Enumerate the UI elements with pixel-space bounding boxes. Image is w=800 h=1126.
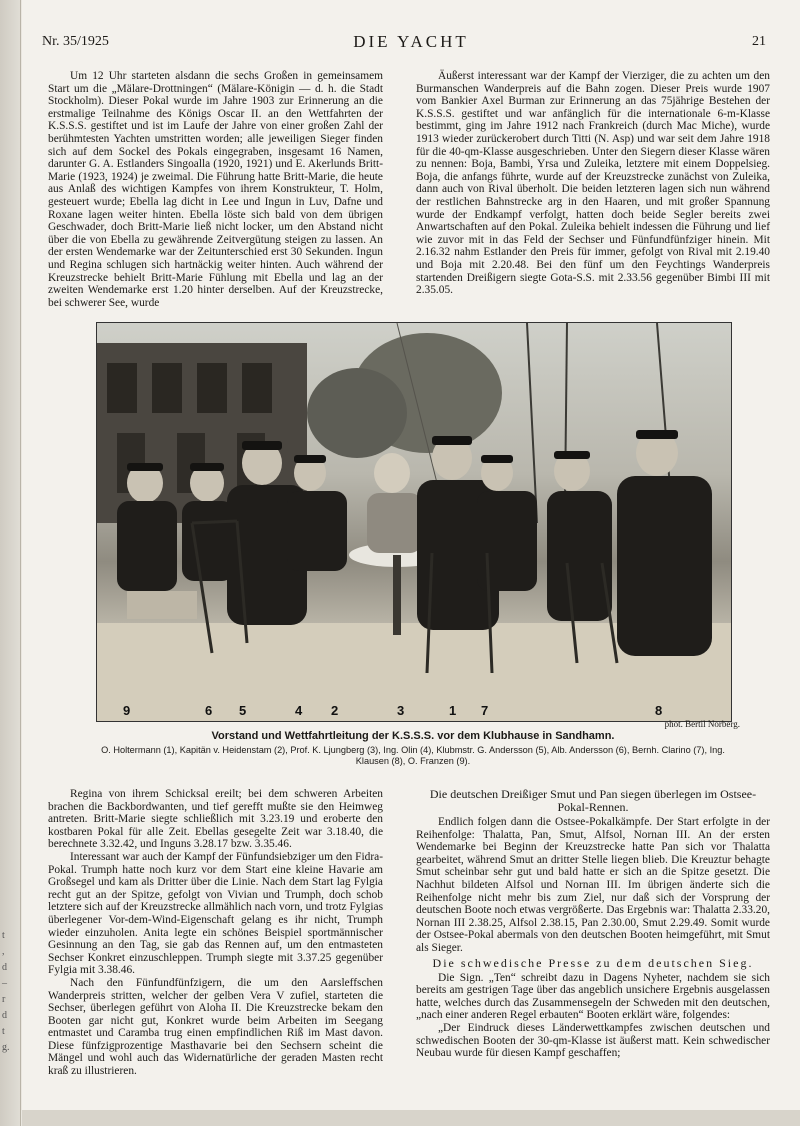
margin-glyph: t bbox=[2, 1026, 5, 1037]
binding-edge bbox=[0, 0, 21, 1126]
figure-number-label: 9 bbox=[123, 703, 131, 718]
photo-caption-title: Vorstand und Wettfahrtleitung der K.S.S.S. vor dem Klubhause in Sandhamn. bbox=[211, 730, 615, 742]
section-heading: Die schwedische Presse zu dem deutschen Sieg. bbox=[432, 955, 754, 970]
quote-paragraph: „Der Eindruck dieses Länderwettkampfes zwischen deutschen und schwedischen Booten der 30-qm-Klasse ist äußerst matt. Kein schwedischer Neubau wurde für diesen Kampf geschaffen; bbox=[416, 1021, 770, 1060]
photo-caption-names: O. Holtermann (1), Kapitän v. Heidenstam (2), Prof. K. Ljungberg (3), Ing. Olin (4), Klubmstr. G. Andersson (5), Alb. Andersson (6), Bernh. Clarino (7), Ing. Klausen (8), O. Franzen (9). bbox=[101, 745, 725, 766]
paragraph: Regina von ihrem Schicksal ereilt; bei dem schweren Arbeiten brachen die Backbordwanten, und tief gerefft mußte sie den Heimweg antreten. Britt-Marie siegte schließlich mit 3.23.19 und eroberte den kostbaren Pokal für alle Zeit. Ebellas gesegelte Zeit war 3.18.40, die berechnete 3.32.42, und Inguns 3.28.17 bzw. 3.35.46. bbox=[48, 788, 383, 851]
margin-glyph: g. bbox=[2, 1042, 10, 1053]
column-top-left bbox=[48, 70, 383, 309]
column-bottom-right bbox=[416, 788, 770, 1060]
figure-number-label: 7 bbox=[481, 703, 489, 718]
page-number: 21 bbox=[752, 34, 766, 49]
column-top-right bbox=[416, 70, 770, 297]
page-bottom-edge bbox=[22, 1110, 800, 1126]
paragraph: Endlich folgen dann die Ostsee-Pokalkämpfe. Der Start erfolgte in der Reihenfolge: Thalatta, Pan, Smut, Alfsol, Nornan III. An der ersten Wendemarke bei Beginn der Kreuzstrecke hatte Pan sich vor Thalatta gearbeitet, während Smut an dritter Stelle liegen blieb. Die Kreuztur behagte Smut scheinbar sehr gut und bald hatte er sich an die Spitze gesetzt. Die Nachhut bildeten Alfsol und Nornan III. Im übrigen änderte sich die Reihenfolge nicht mehr bis zum Ziel, nur daß sich der Vorsprung der deutschen Boote noch etwas vergrößerte. Das Ergebnis war: Thalatta 2.33.20, Nornan III 2.38.25, Alfsol 2.38.15, Pan 2.30.00, Smut 2.29.49. Somit wurde der Ostsee-Pokal abermals von den deutschen Booten heimgeführt, mit Smut als Sieger. bbox=[416, 816, 770, 954]
margin-glyph: r bbox=[2, 994, 6, 1005]
page-header bbox=[42, 34, 780, 56]
margin-glyph: d bbox=[2, 962, 7, 973]
figure-number-label: 8 bbox=[655, 703, 663, 718]
figure-number-label: 2 bbox=[331, 703, 339, 718]
paragraph: Nach den Fünfundfünfzigern, die um den Aarsleffschen Wanderpreis stritten, welcher der gelben Vera V zufiel, starteten die Sechser, überlegen geführt von Aloha II. Die Kreuzstrecke bekam den Booten gar nicht gut, Konkret wurde beim Arbeiten im Seegang entmastet und Caramba trug einen empfindlichen Riß im Mast davon. Diese fünfzigprozentige Masthavarie bei den Sechsern scheint die Mängel und wohl auch das Widernatürliche der geraden Masten recht kraß zu illustrieren. bbox=[48, 976, 383, 1078]
figure-number-label: 4 bbox=[295, 703, 303, 718]
figure-number-label: 6 bbox=[205, 703, 213, 718]
section-heading: Die deutschen Dreißiger Smut und Pan siegen überlegen im Ostsee-Pokal-Rennen. bbox=[429, 787, 757, 814]
paragraph: Um 12 Uhr starteten alsdann die sechs Großen in gemeinsamem Start um die „Mälare-Drottningen“ (Mälare-Königin — d. h. die Stadt Stockholm). Dieser Pokal wurde im Jahre 1903 zur Erinnerung an die erstmalige Teilnahme des Königs Oscar II. an den Wettfahrten der K.S.S.S. gestiftet und ist im Laufe der Jahre von einer großen Zahl der berühmtesten Yachten umstritten worden; alle jeweiligen Sieger finden sich auf dem Sockel des Pokals eingegraben, insgesamt 16 Namen, darunter G. A. Estlanders Singoalla (1920, 1921) und E. Akerlunds Britt-Marie (1923, 1924) je zweimal. Die Führung hatte Britt-Marie, die heute aus Anlaß des wichtigen Kampfes von ihrem Konstrukteur, T. Holm, gesteuert wurde; Ebella lag dicht in Lee und Ingun in Luv, Dafne und Roxane lagen weiter hinten. Ebella löste sich bald von dem übrigen Geschwader, doch Britt-Marie ließ nicht locker, um den Abstand nicht über die von Ebella zu gewährende Zeitvergütung steigen zu lassen. An der ersten Wendemarke war der Zeitunterschied erst 30 Sekunden. Ingun und Regina schlugen sich hartnäckig weiter hinten. Auch während der Kreuzstrecke behielt Britt-Marie Fühlung mit Ebella und lag an der zweiten Wendemarke erst 1.20 hinter derselben. Auf der Kreuzstrecke, bei schwerer See, wurde bbox=[48, 70, 383, 309]
figure-number-label: 5 bbox=[239, 703, 247, 718]
figure-number-label: 3 bbox=[397, 703, 405, 718]
margin-glyph: d bbox=[2, 1010, 7, 1021]
figure-number-labels bbox=[97, 323, 731, 721]
margin-glyphs bbox=[2, 930, 16, 1054]
group-photo bbox=[96, 322, 732, 722]
paragraph: Interessant war auch der Kampf der Fünfundsiebziger um den Fidra-Pokal. Trumph hatte noch kurz vor dem Start eine kleine Havarie am Großsegel und kam als Dritter über die Linie. Nach dem Start lag Fylgia recht gut an der Spitze, gefolgt von Vivian und Trumph, doch schob letztere sich auf der Kreuzstrecke allmählich nach vorn, und trotz Fylgias überlegener Vor-dem-Wind-Eigenschaft gelang es ihr nicht, Trumph wieder einzuholen. Anita legte ein schönes Beispiel sportmännischer Gesinnung an den Tag, sie gab das Rennen auf, um den entmasteten Sechser Konkret einzuschleppen. Trumph siegte mit 3.37.25 gegenüber Fylgia mit 3.38.46. bbox=[48, 850, 383, 977]
figure-number-label: 1 bbox=[449, 703, 457, 718]
magazine-title: DIE YACHT bbox=[353, 32, 469, 51]
margin-glyph: , bbox=[2, 946, 5, 957]
paragraph: Die Sign. „Ten“ schreibt dazu in Dagens Nyheter, nachdem sie sich bereits am gestrigen Tage über das angeblich unsichere Ergebnis ausgelassen hatte, welches durch das Zusammensegeln der Schweden mit den deutschen, „nach einer anderen Regel erbauten“ Booten erklärt wäre, folgendes: bbox=[416, 971, 770, 1022]
photo-credit: phot. Bertil Norberg. bbox=[664, 719, 740, 729]
margin-glyph: – bbox=[2, 978, 7, 989]
column-bottom-left bbox=[48, 788, 383, 1078]
paragraph: Äußerst interessant war der Kampf der Vierziger, die zu achten um den Burmanschen Wanderpreis auf die Bahn zogen. Dieser Preis wurde 1907 vom Bankier Axel Burman zur Erinnerung an das 75jährige Bestehen der K.S.S.S. gestiftet und war anfänglich für die internationale 6-m-Klasse bestimmt, ging im Jahre 1912 nach Frankreich (durch Mac Miche), wurde 1913 wieder zurückerobert durch Titti (N. Asp) und war seit dem Jahre 1918 für die 40-qm-Klasse ausgeschrieben. Unter den Siegern dieser Klasse wären zu nennen: Boja, Bambi, Yrsa und Zuleika, letztere mit einem Doppelsieg. Boja, die anfangs führte, wurde auf der Kreuzstrecke zunächst von Zuleika, dann auch von Rival überholt. Die beiden letzteren lagen sich nun während der restlichen Bahnstrecke arg in den Haaren, und mit großer Spannung wurde der Endkampf verfolgt, hatten doch beide Segler bereits zwei Anwartschaften auf den Pokal. Zuleika behielt indessen die Führung und lief wie zuvor mit in das Feld der Sechser und Fünfundfünfziger hinein. Mit 2.16.32 nahm Estlander den Preis für immer, gefolgt von Rival mit 2.19.40 und Boja mit 2.20.48. Bei den fünf um den Feychtings Wanderpreis startenden Dreißigern siegte Gota-S.S. mit 2.33.56 gegenüber Bimbi III mit 2.35.05. bbox=[416, 70, 770, 297]
margin-glyph: t bbox=[2, 930, 5, 941]
issue-number: Nr. 35/1925 bbox=[42, 34, 109, 49]
